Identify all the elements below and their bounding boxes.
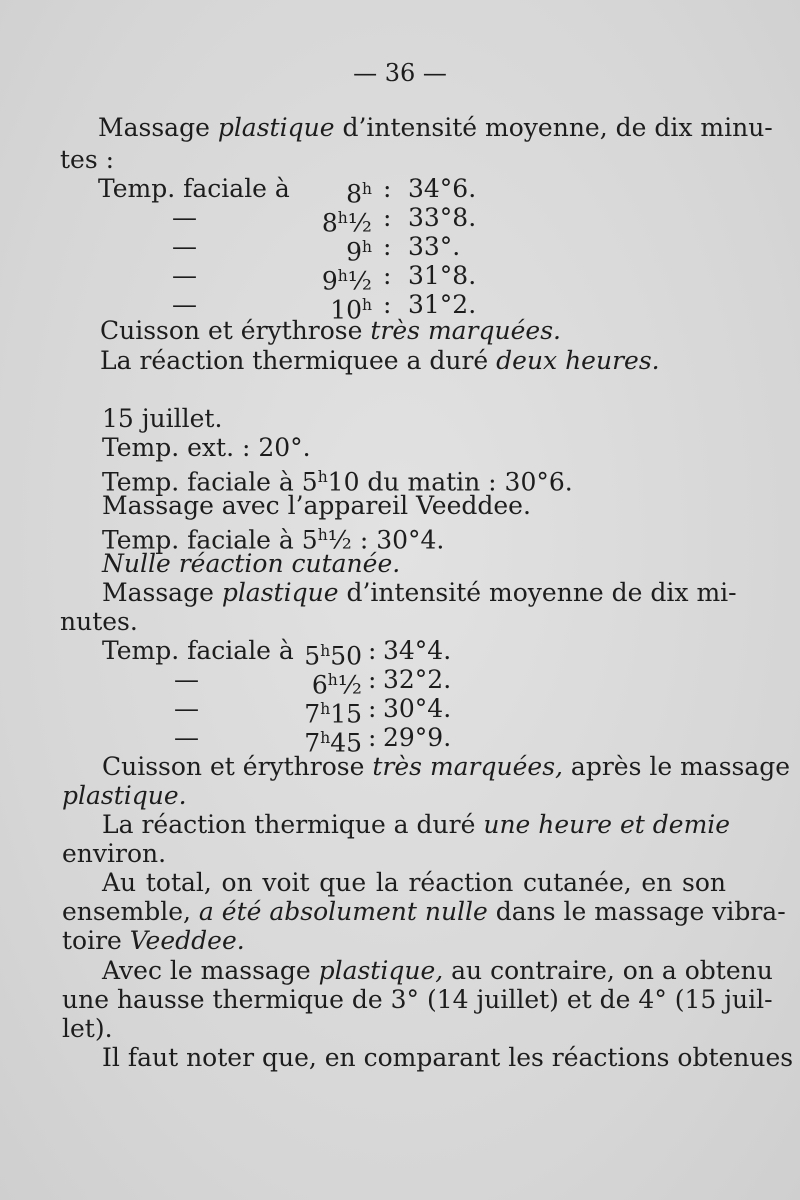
temp-time: 9$^h$½ [321,266,372,296]
massage-plastique-line: Massage plastique d’intensité moyenne de dix mi- [102,578,737,607]
temp-value: 29°9. [383,723,452,752]
massage-veeddee-line: Massage avec l’appareil Veeddee. [102,491,531,520]
temp-value: 34°4. [383,636,452,665]
temp-value: 31°2. [408,290,477,319]
para-line: plastique. [62,781,187,810]
ditto-dash: — [172,232,197,261]
intro-line: Massage plastique d’intensité moyenne, de dix minu- [98,113,773,142]
temp-colon: : [383,203,392,232]
intro-line-continued: tes : [60,145,115,174]
temp-faciale-line: Temp. faciale à 5$^h$10 du matin : 30°6. [102,467,573,497]
para-line: La réaction thermique a duré une heure et demie [102,810,731,839]
temp-value: 32°2. [383,665,452,694]
date-line: 15 juillet. [102,404,223,433]
temp-colon: : [368,723,377,752]
temp-faciale-2-line: Temp. faciale à 5$^h$½ : 30°4. [102,525,445,555]
temp-colon: : [383,290,392,319]
temp-time: 10$^h$ [330,295,372,325]
para-line: Il faut noter que, en comparant les réactions obtenues [102,1043,794,1072]
temp-time: 9$^h$ [346,237,372,267]
ditto-dash: — [172,290,197,319]
nulle-line: Nulle réaction cutanée. [102,549,401,578]
para-line: ensemble, a été absolument nulle dans le massage vibra- [62,897,786,926]
temp-time: 6$^h$½ [311,670,362,700]
para-line: let). [62,1014,113,1043]
ditto-dash: — [174,665,199,694]
page-number: — 36 — [353,59,447,87]
temp-value: 33°. [408,232,461,261]
temp-value: 30°4. [383,694,452,723]
temp-value: 34°6. [408,174,477,203]
temp-colon: : [368,665,377,694]
temp-colon: : [383,232,392,261]
temp-colon: : [368,694,377,723]
reaction-line: La réaction thermiquee a duré deux heures. [100,346,660,375]
ditto-dash: — [172,203,197,232]
para-line: toire Veeddee. [62,926,245,955]
cuisson-line: Cuisson et érythrose très marquées. [100,316,561,345]
temp-time: 8$^h$ [346,179,372,209]
ditto-dash: — [172,261,197,290]
temp-value: 31°8. [408,261,477,290]
ditto-dash: — [174,694,199,723]
para-line: environ. [62,839,167,868]
temp-time: 8$^h$½ [321,208,372,238]
nutes-line: nutes. [60,607,138,636]
temp-colon: : [383,261,392,290]
temp-label: Temp. faciale à [102,636,294,665]
temp-ext-line: Temp. ext. : 20°. [102,433,311,462]
temp-colon: : [368,636,377,665]
temp-time: 7$^h$45 [304,728,362,758]
para-line: Au total, on voit que la réaction cutanée, en son [102,868,726,897]
para-line: Cuisson et érythrose très marquées, après le massage [102,752,791,781]
temp-time: 7$^h$15 [304,699,362,729]
para-line: Avec le massage plastique, au contraire, on a obtenu [102,956,773,985]
temp-colon: : [383,174,392,203]
ditto-dash: — [174,723,199,752]
temp-label: Temp. faciale à [98,174,290,203]
temp-time: 5$^h$50 [304,641,362,671]
para-line: une hausse thermique de 3° (14 juillet) et de 4° (15 juil- [62,985,773,1014]
temp-value: 33°8. [408,203,477,232]
